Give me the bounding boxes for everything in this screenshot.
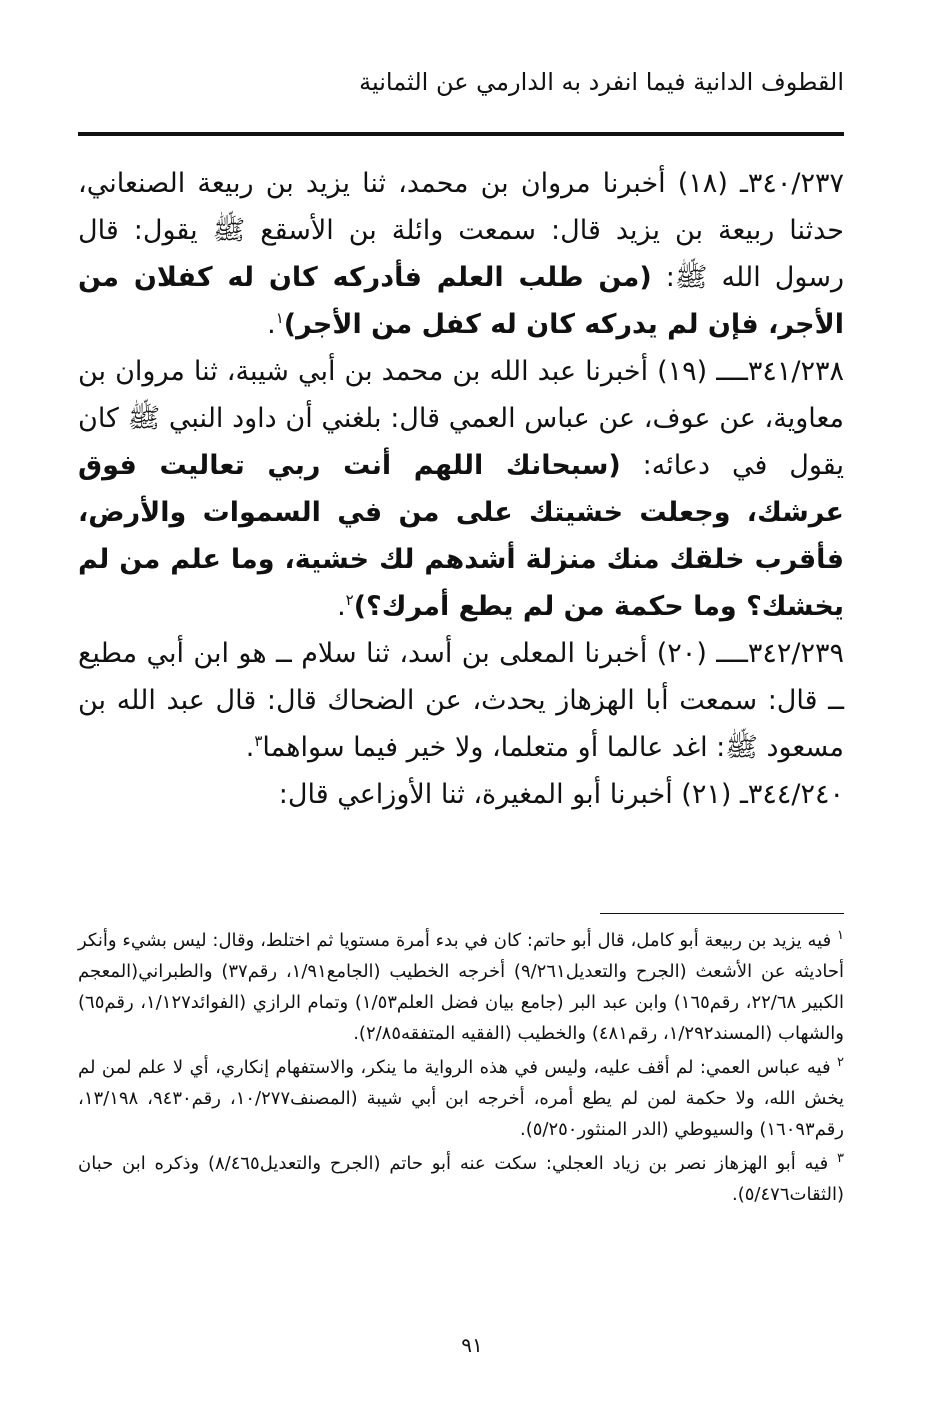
footnote-reference[interactable]: ٢ [345, 591, 354, 609]
hadith-quote: (سبحانك اللهم أنت ربي تعاليت فوق عرشك، وجعلت خشيتك على من في السموات والأرض، فأقرب خلقك منك منزلة أشدهم لك خشية، وما علم من لم يخشك؟ وما حكمة من لم يطع أمرك؟) [78, 450, 844, 622]
footnote-text: فيه أبو الهزهاز نصر بن زياد العجلي: سكت عنه أبو حاتم (الجرح والتعديل٨/٤٦٥) وذكره ابن حبان (الثقات٥/٤٧٦). [78, 1153, 844, 1205]
main-text [78, 160, 844, 818]
running-title: القطوف الدانية فيما انفرد به الدارمي عن الثمانية [359, 68, 844, 96]
hadith-entry [78, 771, 844, 818]
footnote-reference[interactable]: ٣ [254, 732, 263, 750]
footnotes [78, 925, 844, 1213]
footnote-text: فيه عباس العمي: لم أقف عليه، وليس في هذه الرواية ما ينكر، والاستفهام إنكاري، أي لا علم لمن لم يخش الله، ولا حكمة لمن لم يطع أمره، أخرجه ابن أبي شيبة (المصنف١٠/٢٧٧، رقم٩٤٣٠، ١٣/١٩٨، رقم١٦٠٩٣) والسيوطي (الدر المنثور٥/٢٥٠). [78, 1057, 845, 1140]
entry-text: ٣٤٢/٢٣٩ــــ (٢٠) أخبرنا المعلى بن أسد، ثنا سلام ــ هو ابن أبي مطيع ــ قال: سمعت أبا الهزهاز يحدث، عن الضحاك قال: قال عبد الله بن مسعود ﷺ: اغد عالما أو متعلما، ولا خير فيما سواهما [78, 638, 844, 763]
entry-text: ٣٤٠/٢٣٧ـ (١٨) أخبرنا مروان بن محمد، ثنا يزيد بن ربيعة الصنعاني، حدثنا ربيعة بن يزيد قال: سمعت وائلة بن الأسقع ﷺ يقول: قال رسول الله ﷺ: [78, 168, 844, 293]
footnote-reference[interactable]: ١ [275, 309, 284, 327]
hadith-entry [78, 348, 844, 630]
entry-text: ٣٤١/٢٣٨ــــ (١٩) أخبرنا عبد الله بن محمد بن أبي شيبة، ثنا مروان بن معاوية، عن عوف، عن عباس العمي قال: بلغني أن داود النبي ﷺ كان يقول في دعائه: [78, 356, 844, 481]
header-rule [78, 132, 844, 136]
hadith-entry [78, 160, 844, 348]
footnote-text: فيه يزيد بن ربيعة أبو كامل، قال أبو حاتم: كان في بدء أمرة مستويا ثم اختلط، وقال: ليس بشيء وأنكر أحاديثه عن الأشعث (الجرح والتعديل٩/٢٦١) أخرجه الخطيب (الجامع١/٩١، رقم٣٧) والطبراني(المعجم الكبير ٢٢/٦٨، رقم١٦٥) وابن عبد البر (جامع بيان فضل العلم١/٥٣) وتمام الرازي (الفوائد١/١٢٧، رقم٦٥) والشهاب (المسند١/٢٩٢، رقم٤٨١) والخطيب (الفقيه المتفقه٢/٨٥). [78, 930, 845, 1044]
hadith-entry [78, 630, 844, 771]
footnote [78, 1148, 844, 1210]
footnote-separator [600, 913, 844, 914]
entry-end: . [267, 309, 276, 340]
footnote [78, 1052, 844, 1145]
hadith-quote: (من طلب العلم فأدركه كان له كفلان من الأجر، فإن لم يدركه كان له كفل من الأجر) [78, 262, 844, 340]
entry-end: . [337, 591, 346, 622]
page-number: ٩١ [461, 1333, 483, 1357]
entry-text: ٣٤٤/٢٤٠ـ (٢١) أخبرنا أبو المغيرة، ثنا الأوزاعي قال: [278, 779, 844, 810]
footnote-mark: ٢ [837, 1055, 844, 1070]
entry-end: . [245, 732, 255, 763]
footnote [78, 925, 844, 1049]
footnote-mark: ٣ [837, 1151, 844, 1166]
footnote-mark: ١ [837, 928, 844, 943]
